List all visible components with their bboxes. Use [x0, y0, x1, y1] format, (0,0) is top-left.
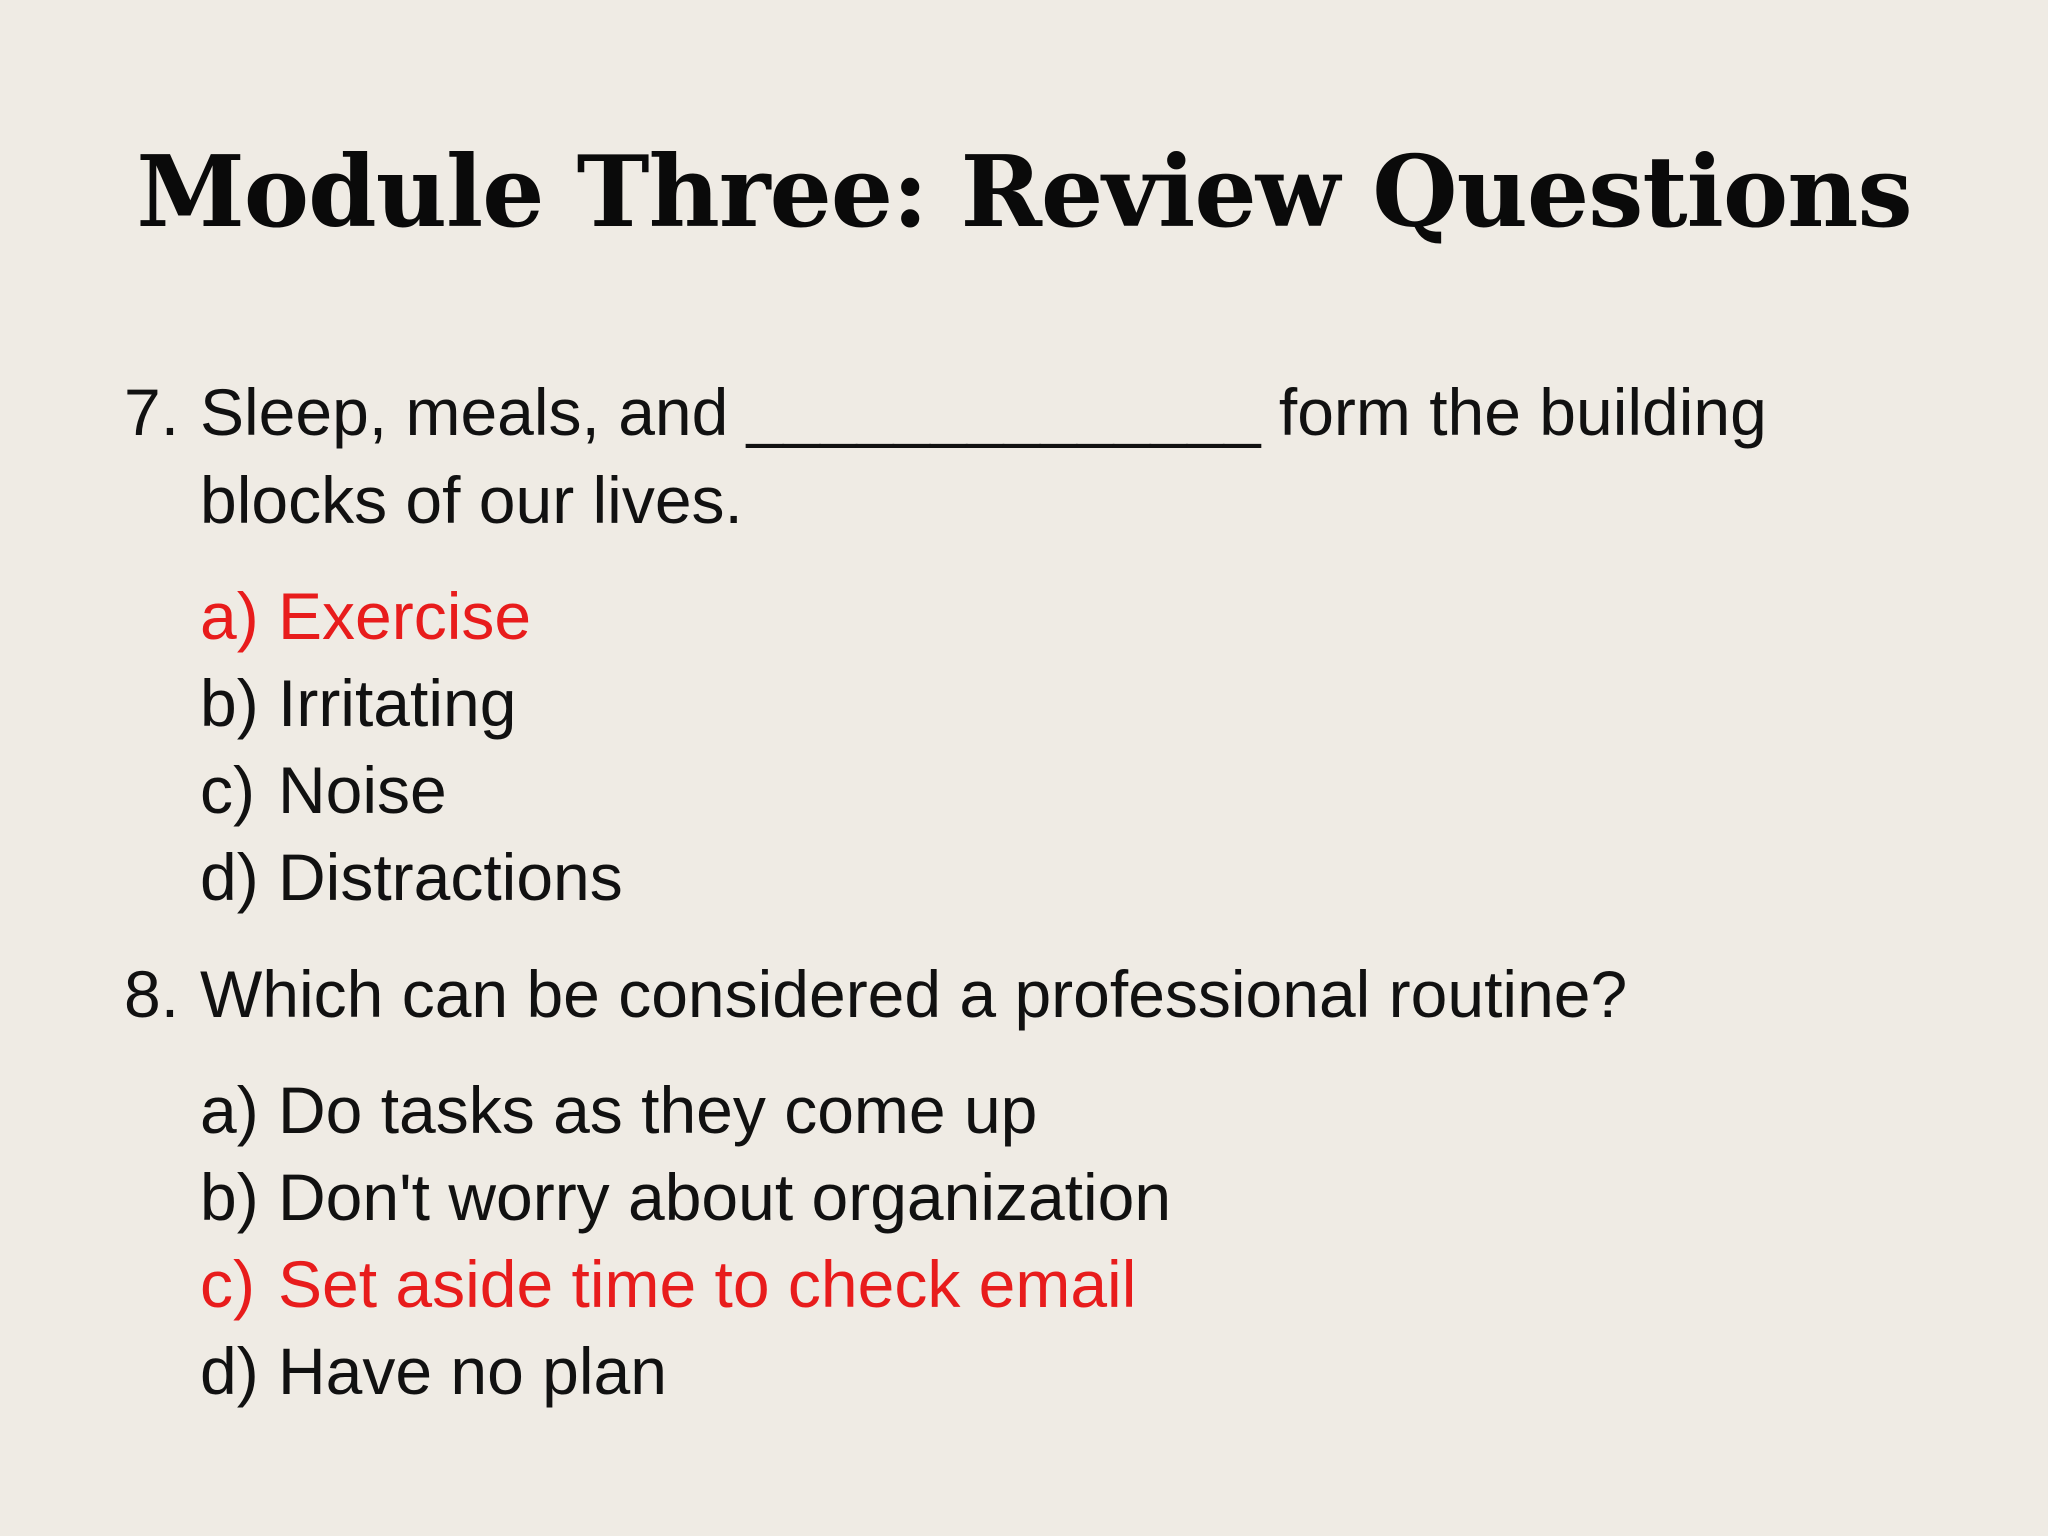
question-text: Sleep, meals, and ______________ form the building blocks of our lives. — [200, 375, 1767, 537]
option-7c — [200, 747, 1900, 834]
option-8d — [200, 1328, 1900, 1415]
option-letter: c) — [200, 1247, 255, 1321]
option-text: Exercise — [278, 579, 532, 653]
option-letter: b) — [200, 666, 259, 740]
question-8-options — [200, 1067, 1900, 1415]
option-letter: c) — [200, 753, 255, 827]
option-text: Distractions — [278, 840, 623, 914]
option-7b — [200, 660, 1900, 747]
option-text: Have no plan — [278, 1334, 667, 1408]
option-letter: b) — [200, 1160, 259, 1234]
option-text: Irritating — [278, 666, 517, 740]
question-text: Which can be considered a professional routine? — [200, 957, 1628, 1031]
question-number: 8. — [124, 957, 180, 1031]
question-7 — [124, 368, 1924, 544]
option-8b — [200, 1154, 1900, 1241]
option-8a — [200, 1067, 1900, 1154]
option-letter: d) — [200, 840, 259, 914]
option-text: Do tasks as they come up — [278, 1073, 1038, 1147]
option-letter: a) — [200, 579, 259, 653]
option-text: Set aside time to check email — [278, 1247, 1137, 1321]
option-8c — [200, 1241, 1900, 1328]
option-letter: a) — [200, 1073, 259, 1147]
question-number: 7. — [124, 375, 180, 449]
option-text: Noise — [278, 753, 447, 827]
option-7a — [200, 573, 1900, 660]
question-7-options — [200, 573, 1900, 921]
slide-title: Module Three: Review Questions — [136, 135, 1912, 250]
question-8 — [124, 950, 1924, 1038]
option-7d — [200, 834, 1900, 921]
option-text: Don't worry about organization — [278, 1160, 1172, 1234]
option-letter: d) — [200, 1334, 259, 1408]
